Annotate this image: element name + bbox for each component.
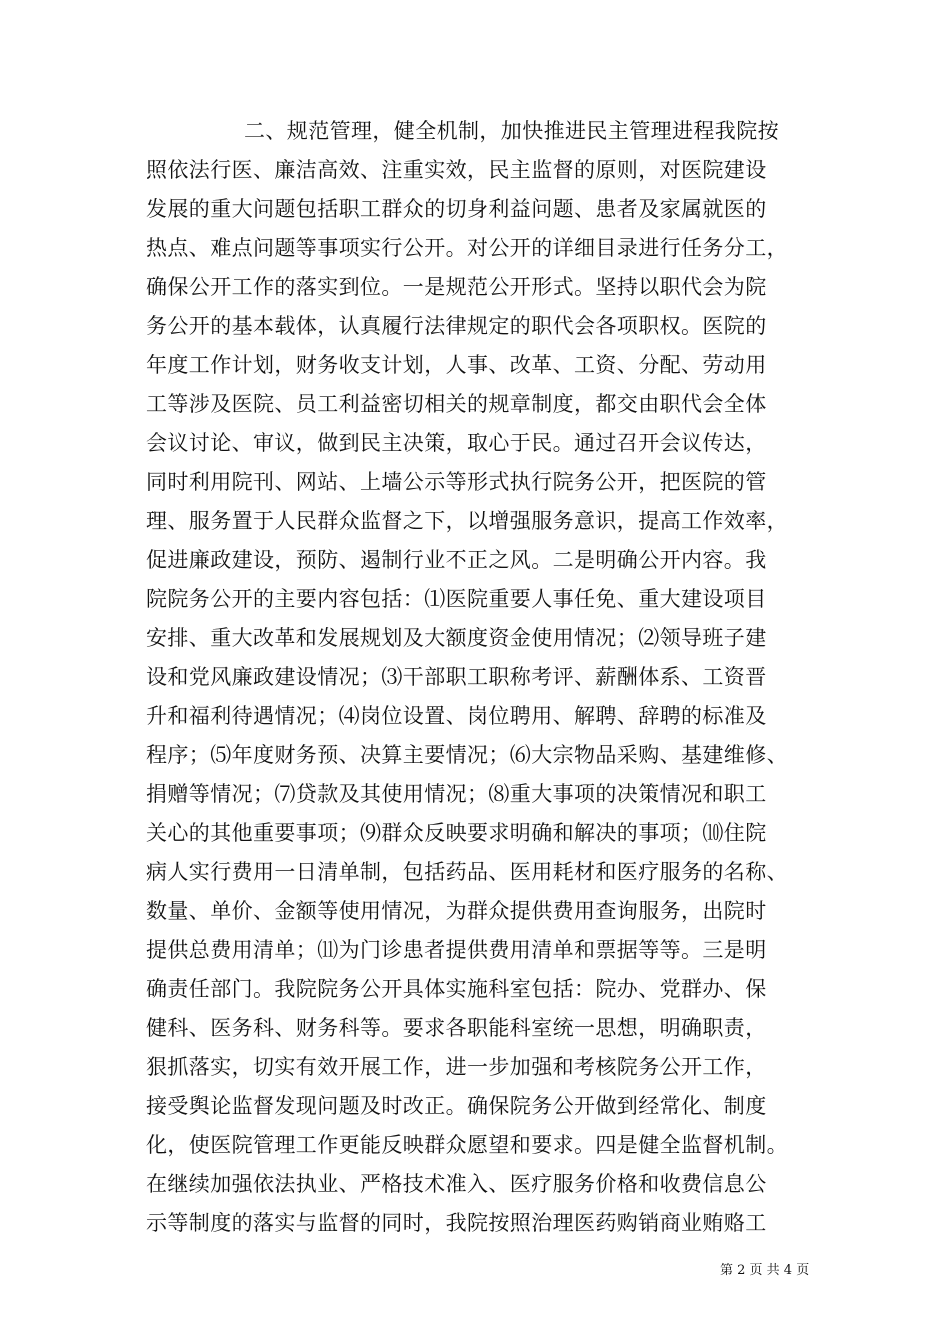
- text-line: 院院务公开的主要内容包括：⑴医院重要人事任免、重大建设项目: [146, 587, 767, 611]
- text-line: 年度工作计划，财务收支计划，人事、改革、工资、分配、劳动用: [146, 353, 767, 377]
- body-text: [146, 112, 826, 1243]
- text-line: 确责任部门。我院院务公开具体实施科室包括：院办、党群办、保: [146, 977, 767, 1001]
- text-line: 同时利用院刊、网站、上墙公示等形式执行院务公开，把医院的管: [146, 470, 767, 494]
- text-line: 务公开的基本载体，认真履行法律规定的职代会各项职权。医院的: [146, 314, 767, 338]
- text-line: 升和福利待遇情况；⑷岗位设置、岗位聘用、解聘、辞聘的标准及: [146, 704, 767, 728]
- text-line: 健科、医务科、财务科等。要求各职能科室统一思想，明确职责，: [146, 1016, 767, 1040]
- text-line: 接受舆论监督发现问题及时改正。确保院务公开做到经常化、制度: [146, 1094, 767, 1118]
- text-line: 发展的重大问题包括职工群众的切身利益问题、患者及家属就医的: [146, 197, 767, 221]
- text-line: 热点、难点问题等事项实行公开。对公开的详细目录进行任务分工，: [146, 236, 788, 260]
- text-line: 狠抓落实，切实有效开展工作，进一步加强和考核院务公开工作，: [146, 1055, 767, 1079]
- text-line: 二、规范管理，健全机制，加快推进民主管理进程我院按: [244, 119, 779, 143]
- text-line: 理、服务置于人民群众监督之下，以增强服务意识，提高工作效率，: [146, 509, 788, 533]
- text-line: 示等制度的落实与监督的同时，我院按照治理医药购销商业贿赂工: [146, 1211, 767, 1235]
- text-line: 化，使医院管理工作更能反映群众愿望和要求。四是健全监督机制。: [146, 1133, 788, 1157]
- text-line: 病人实行费用一日清单制，包括药品、医用耗材和医疗服务的名称、: [146, 860, 788, 884]
- text-line: 在继续加强依法执业、严格技术准入、医疗服务价格和收费信息公: [146, 1172, 767, 1196]
- text-line: 程序；⑸年度财务预、决算主要情况；⑹大宗物品采购、基建维修、: [146, 743, 788, 767]
- text-line: 提供总费用清单；⑾为门诊患者提供费用清单和票据等等。三是明: [146, 938, 767, 962]
- text-line: 安排、重大改革和发展规划及大额度资金使用情况；⑵领导班子建: [146, 626, 767, 650]
- text-line: 促进廉政建设，预防、遏制行业不正之风。二是明确公开内容。我: [146, 548, 767, 572]
- text-line: 工等涉及医院、员工利益密切相关的规章制度，都交由职代会全体: [146, 392, 767, 416]
- text-line: 捐赠等情况；⑺贷款及其使用情况；⑻重大事项的决策情况和职工: [146, 782, 767, 806]
- text-line: 设和党风廉政建设情况；⑶干部职工职称考评、薪酬体系、工资晋: [146, 665, 767, 689]
- text-line: 数量、单价、金额等使用情况，为群众提供费用查询服务，出院时: [146, 899, 767, 923]
- text-line: 确保公开工作的落实到位。一是规范公开形式。坚持以职代会为院: [146, 275, 767, 299]
- text-line: 关心的其他重要事项；⑼群众反映要求明确和解决的事项；⑽住院: [146, 821, 767, 845]
- page-number: 第 2 页 共 4 页: [720, 1263, 810, 1278]
- text-line: 会议讨论、审议，做到民主决策，取心于民。通过召开会议传达，: [146, 431, 767, 455]
- text-line: 照依法行医、廉洁高效、注重实效，民主监督的原则，对医院建设: [146, 158, 767, 182]
